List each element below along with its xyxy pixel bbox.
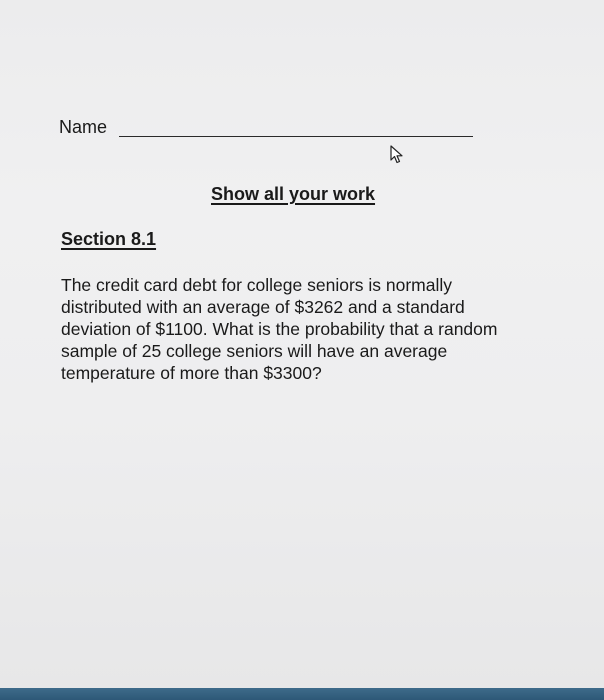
problem-line: temperature of more than $3300? <box>61 363 322 383</box>
problem-line: distributed with an average of $3262 and a standard <box>61 297 465 317</box>
name-label: Name <box>59 117 108 137</box>
instructions-heading: Show all your work <box>211 184 376 204</box>
name-field-line <box>119 136 473 137</box>
problem-line: deviation of $1100. What is the probability that a random <box>61 319 498 339</box>
problem-line: The credit card debt for college seniors is normally <box>61 275 453 295</box>
problem-line: sample of 25 college seniors will have an average <box>61 341 448 361</box>
section-title: Section 8.1 <box>61 229 157 249</box>
mouse-pointer-icon <box>389 145 405 165</box>
problem-text <box>61 274 541 384</box>
bottom-bar <box>0 688 604 700</box>
